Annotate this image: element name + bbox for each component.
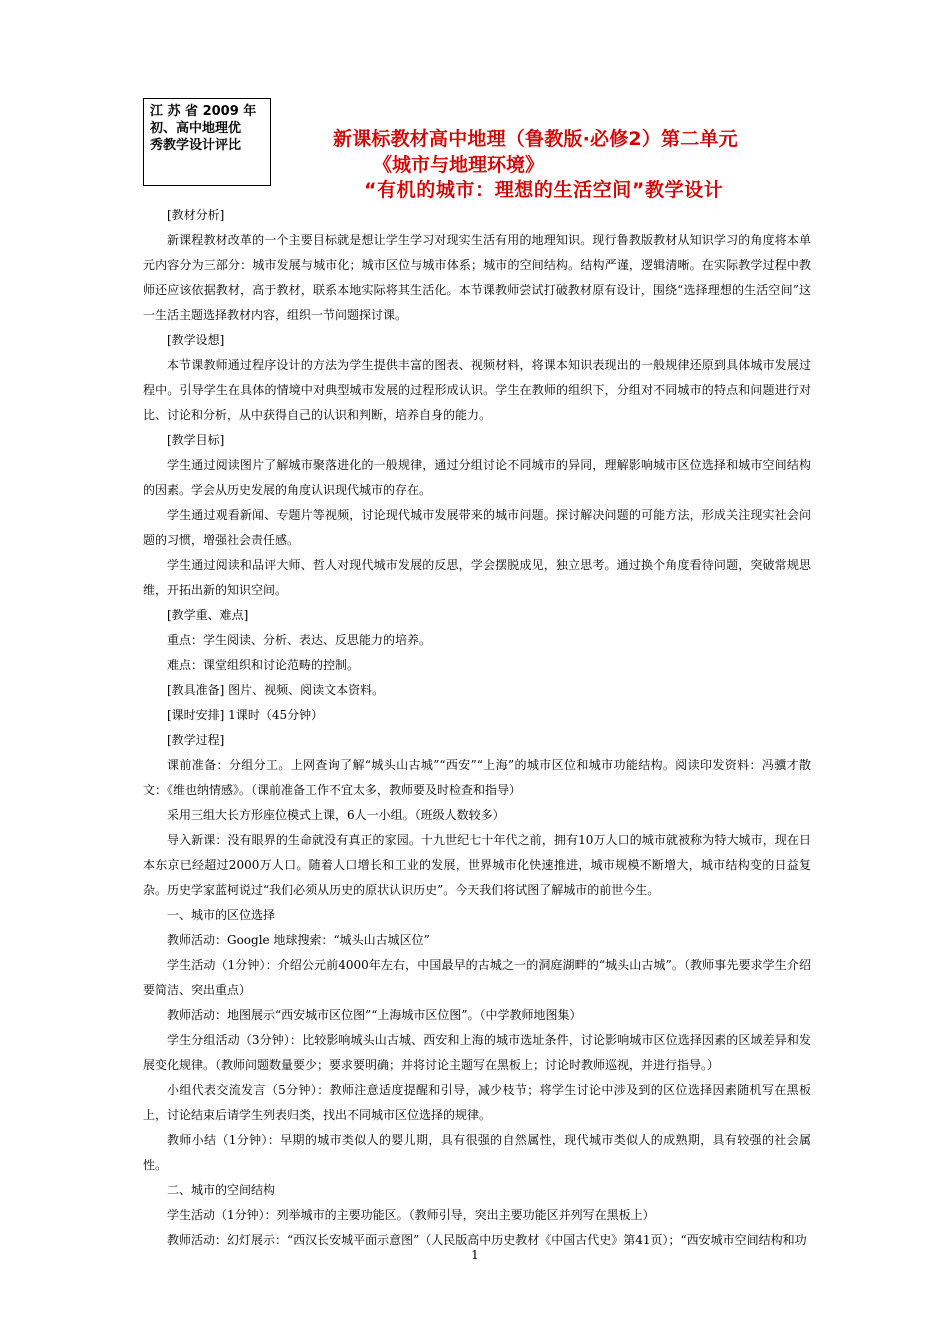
paragraph: 学生分组活动（3分钟）：比较影响城头山古城、西安和上海的城市选址条件，讨论影响城市区位选择因素的区域差异和发展变化规律。（教师问题数量要少；要求要明确；并将讨论主题写在黑板上；讨论时教师巡视，并进行指导。）: [143, 1033, 811, 1072]
contest-label-line: 初、高中地理优: [150, 121, 242, 136]
subsection-heading: 二、城市的空间结构: [167, 1183, 276, 1197]
section-heading: [教学重、难点]: [167, 608, 249, 622]
contest-label-line: 江 苏 省 2009 年: [150, 104, 257, 119]
paragraph: 学生通过阅读图片了解城市聚落进化的一般规律，通过分组讨论不同城市的异同，理解影响城市区位选择和城市空间结构的因素。学会从历史发展的角度认识现代城市的存在。: [143, 458, 811, 497]
page-number: 1: [471, 1248, 479, 1262]
section-heading: [教材分析]: [167, 208, 225, 222]
paragraph: 导入新课：没有眼界的生命就没有真正的家园。十九世纪七十年代之前，拥有10万人口的城市就被称为特大城市，现在日本东京已经超过2000万人口。随着人口增长和工业的发展，世界城市化快速推进，城市规模不断增大，城市结构变的日益复杂。历史学家蓝柯说过“我们必须从历史的原状认识历史”。今天我们将试图了解城市的前世今生。: [143, 833, 811, 897]
document-body: [143, 203, 811, 1253]
paragraph: 重点：学生阅读、分析、表达、反思能力的培养。: [167, 633, 432, 647]
document-title-line: 新课标教材高中地理（鲁教版·必修2）第二单元: [333, 128, 738, 150]
paragraph: [课时安排] 1课时（45分钟）: [167, 708, 324, 722]
section-heading: [教学设想]: [167, 333, 225, 347]
paragraph: 学生通过阅读和品评大师、哲人对现代城市发展的反思，学会摆脱成见，独立思考。通过换个角度看待问题，突破常规思维，开拓出新的知识空间。: [143, 558, 811, 597]
paragraph: 难点：课堂组织和讨论范畴的控制。: [167, 658, 360, 672]
paragraph: [教具准备] 图片、视频、阅读文本资料。: [167, 683, 385, 697]
subsection-heading: 一、城市的区位选择: [167, 908, 276, 922]
section-heading: [教学过程]: [167, 733, 225, 747]
paragraph: 学生通过观看新闻、专题片等视频，讨论现代城市发展带来的城市问题。探讨解决问题的可能方法，形成关注现实社会问题的习惯，增强社会责任感。: [143, 508, 811, 547]
paragraph: 教师小结（1分钟）：早期的城市类似人的婴儿期，具有很强的自然属性，现代城市类似人的成熟期，具有较强的社会属性。: [143, 1133, 811, 1172]
paragraph: 学生活动（1分钟）：列举城市的主要功能区。（教师引导，突出主要功能区并列写在黑板上）: [167, 1208, 655, 1222]
paragraph: 课前准备：分组分工。上网查询了解“城头山古城”“西安”“上海”的城市区位和城市功能结构。阅读印发资料：冯骥才散文：《维也纳情感》。（课前准备工作不宜太多，教师要及时检查和指导）: [143, 758, 811, 797]
paragraph: 小组代表交流发言（5分钟）：教师注意适度提醒和引导，减少枝节；将学生讨论中涉及到的区位选择因素随机写在黑板上，讨论结束后请学生列表归类，找出不同城市区位选择的规律。: [143, 1083, 811, 1122]
contest-label-line: 秀教学设计评比: [150, 138, 242, 153]
document-title-line: “有机的城市：理想的生活空间”教学设计: [364, 179, 724, 201]
contest-label-box: [143, 98, 271, 186]
paragraph: 本节课教师通过程序设计的方法为学生提供丰富的图表、视频材料，将课本知识表现出的一般规律还原到具体城市发展过程中。引导学生在具体的情境中对典型城市发展的过程形成认识。学生在教师的组织下，分组对不同城市的特点和问题进行对比、讨论和分析，从中获得自己的认识和判断，培养自身的能力。: [143, 358, 811, 422]
paragraph: 采用三组大长方形座位模式上课，6人一小组。（班级人数较多）: [167, 808, 505, 822]
paragraph: 新课程教材改革的一个主要目标就是想让学生学习对现实生活有用的地理知识。现行鲁教版教材从知识学习的角度将本单元内容分为三部分：城市发展与城市化；城市区位与城市体系；城市的空间结构。结构严谨，逻辑清晰。在实际教学过程中教师还应该依据教材，高于教材，联系本地实际将其生活化。本节课教师尝试打破教材原有设计，围绕“选择理想的生活空间”这一生活主题选择教材内容，组织一节问题探讨课。: [143, 233, 811, 322]
paragraph: 教师活动：Google 地球搜索：“城头山古城区位”: [167, 933, 430, 947]
document-title-line: 《城市与地理环境》: [373, 154, 545, 176]
paragraph: 教师活动：地图展示“西安城市区位图”“上海城市区位图”。（中学教师地图集）: [167, 1008, 582, 1022]
paragraph: 学生活动（1分钟）：介绍公元前4000年左右，中国最早的古城之一的洞庭湖畔的“城头山古城”。（教师事先要求学生介绍要简洁、突出重点）: [143, 958, 811, 997]
section-heading: [教学目标]: [167, 433, 225, 447]
paragraph: 教师活动：幻灯展示：“西汉长安城平面示意图”（人民版高中历史教材《中国古代史》第41页）；“西安城市空间结构和功: [167, 1233, 807, 1247]
